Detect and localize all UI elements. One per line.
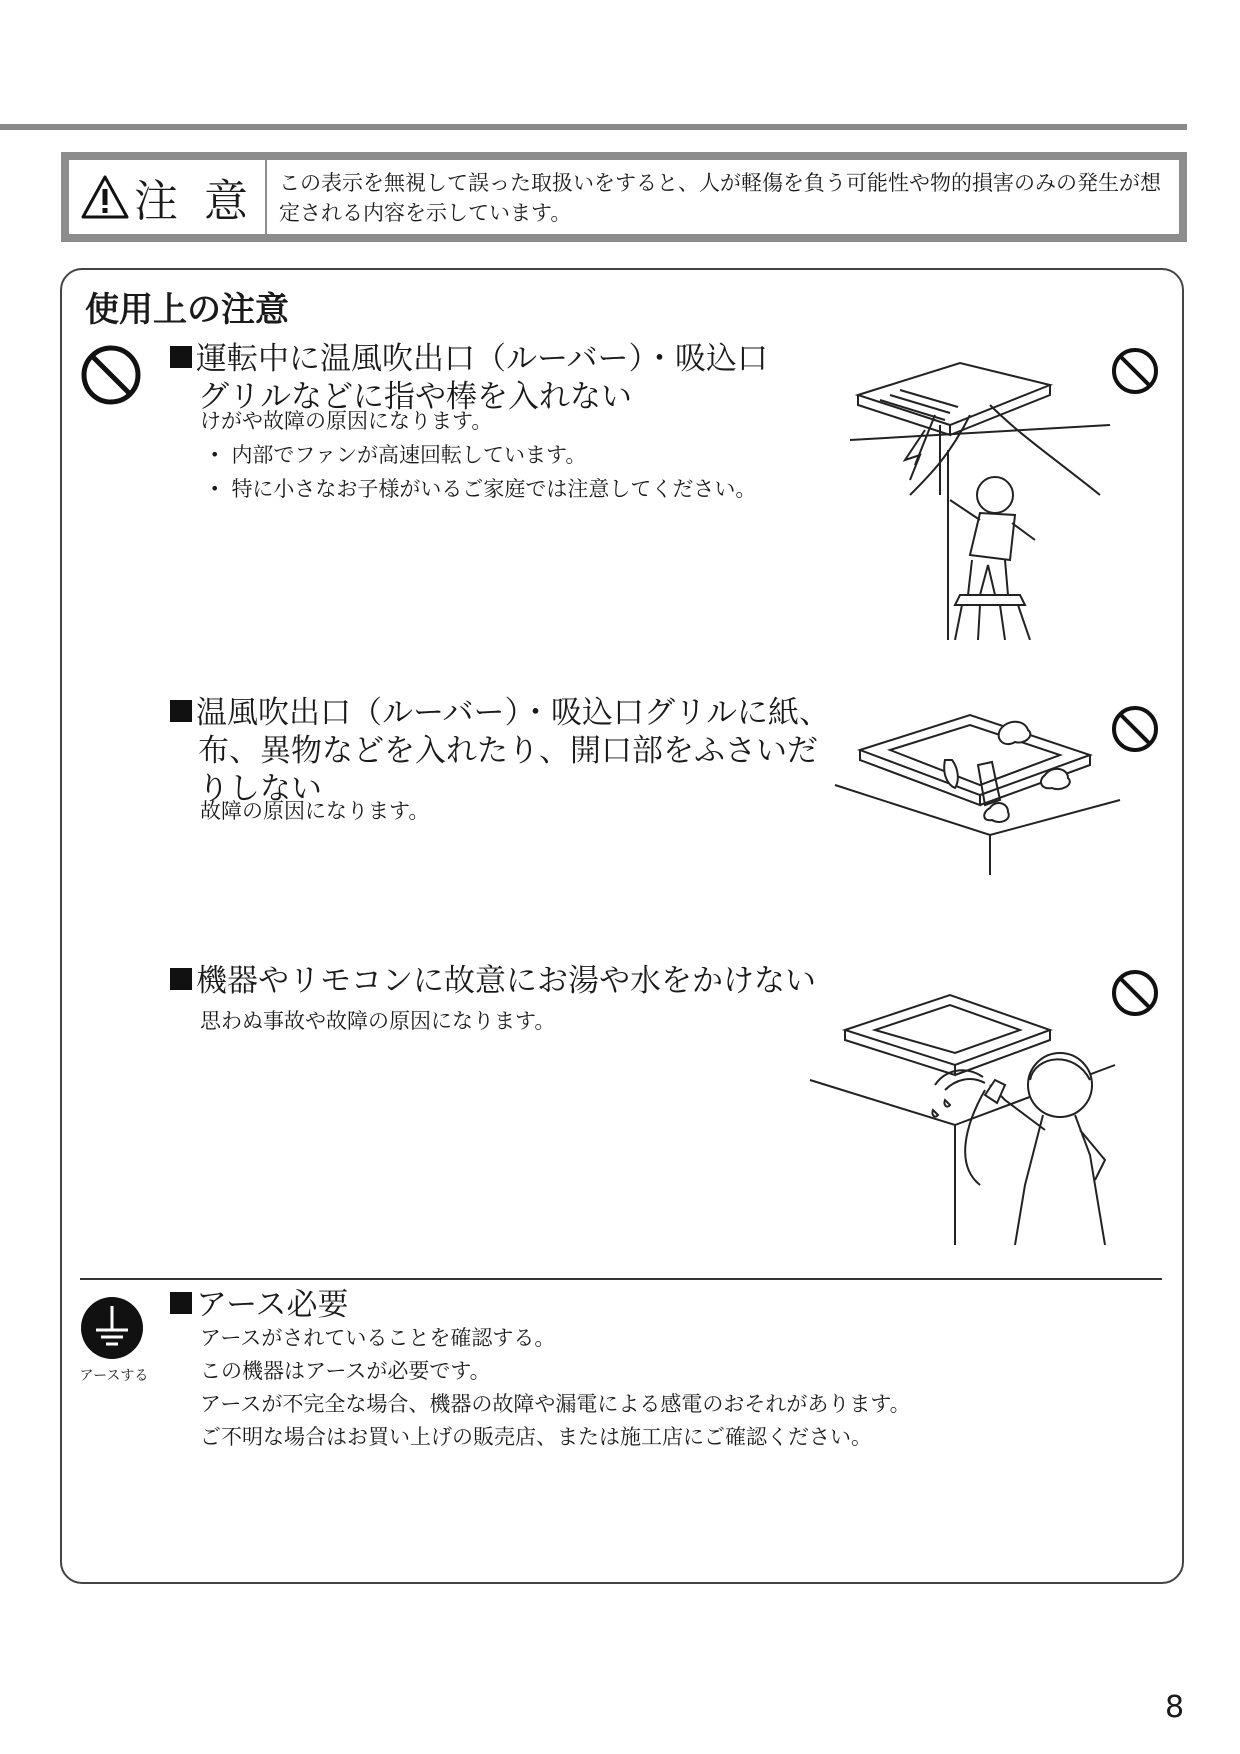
square-bullet-icon — [170, 700, 192, 722]
item1-heading: 運転中に温風吹出口（ルーバー）・吸込口 グリルなどに指や棒を入れない — [170, 340, 768, 416]
earth-line: アースが不完全な場合、機器の故障や漏電による感電のおそれがあります。 — [200, 1392, 911, 1416]
caution-label — [69, 160, 267, 234]
square-bullet-icon — [170, 968, 192, 990]
list-item: • 特に小さなお子様がいるご家庭では注意してください。 — [210, 472, 756, 506]
earth-description — [200, 1322, 911, 1454]
earth-line: ご不明な場合はお買い上げの販売店、または施工店にご確認ください。 — [200, 1425, 872, 1449]
item1-bullets — [210, 438, 756, 506]
section-divider — [80, 1278, 1162, 1280]
child-poking-vent-illustration — [840, 355, 1120, 640]
spraying-water-illustration — [805, 985, 1125, 1245]
blocked-vent-illustration — [830, 700, 1130, 875]
item2-heading: 温風吹出口（ルーバー）・吸込口グリルに紙、 布、異物などを入れたり、開口部をふさいだ りしない — [170, 694, 830, 808]
warning-triangle-icon — [80, 174, 130, 220]
square-bullet-icon — [170, 346, 192, 368]
list-item: • 内部でファンが高速回転しています。 — [210, 438, 756, 472]
caution-label-text: 注 意 — [134, 176, 254, 227]
section-title: 使用上の注意 — [85, 290, 289, 330]
square-bullet-icon — [170, 1292, 192, 1314]
item3-heading: 機器やリモコンに故意にお湯や水をかけない — [170, 962, 816, 1000]
item3-reason: 思わぬ事故や故障の原因になります。 — [200, 1009, 556, 1033]
item2-reason: 故障の原因になります。 — [200, 799, 430, 823]
prohibition-icon — [80, 344, 142, 406]
earth-heading: アース必要 — [170, 1286, 349, 1324]
top-rule — [0, 124, 1187, 130]
earth-line: この機器はアースが必要です。 — [200, 1359, 491, 1383]
caution-description: この表示を無視して誤った取扱いをすると、人が軽傷を負う可能性や物的損害のみの発生が想定される内容を示しています。 — [279, 171, 1161, 225]
earth-caption: アースする — [79, 1368, 149, 1384]
earth-line: アースがされていることを確認する。 — [200, 1326, 556, 1350]
page-number: 8 — [1165, 1690, 1185, 1725]
item1-reason: けがや故障の原因になります。 — [200, 409, 493, 433]
caution-banner — [61, 152, 1187, 242]
ground-earth-icon — [80, 1296, 144, 1360]
